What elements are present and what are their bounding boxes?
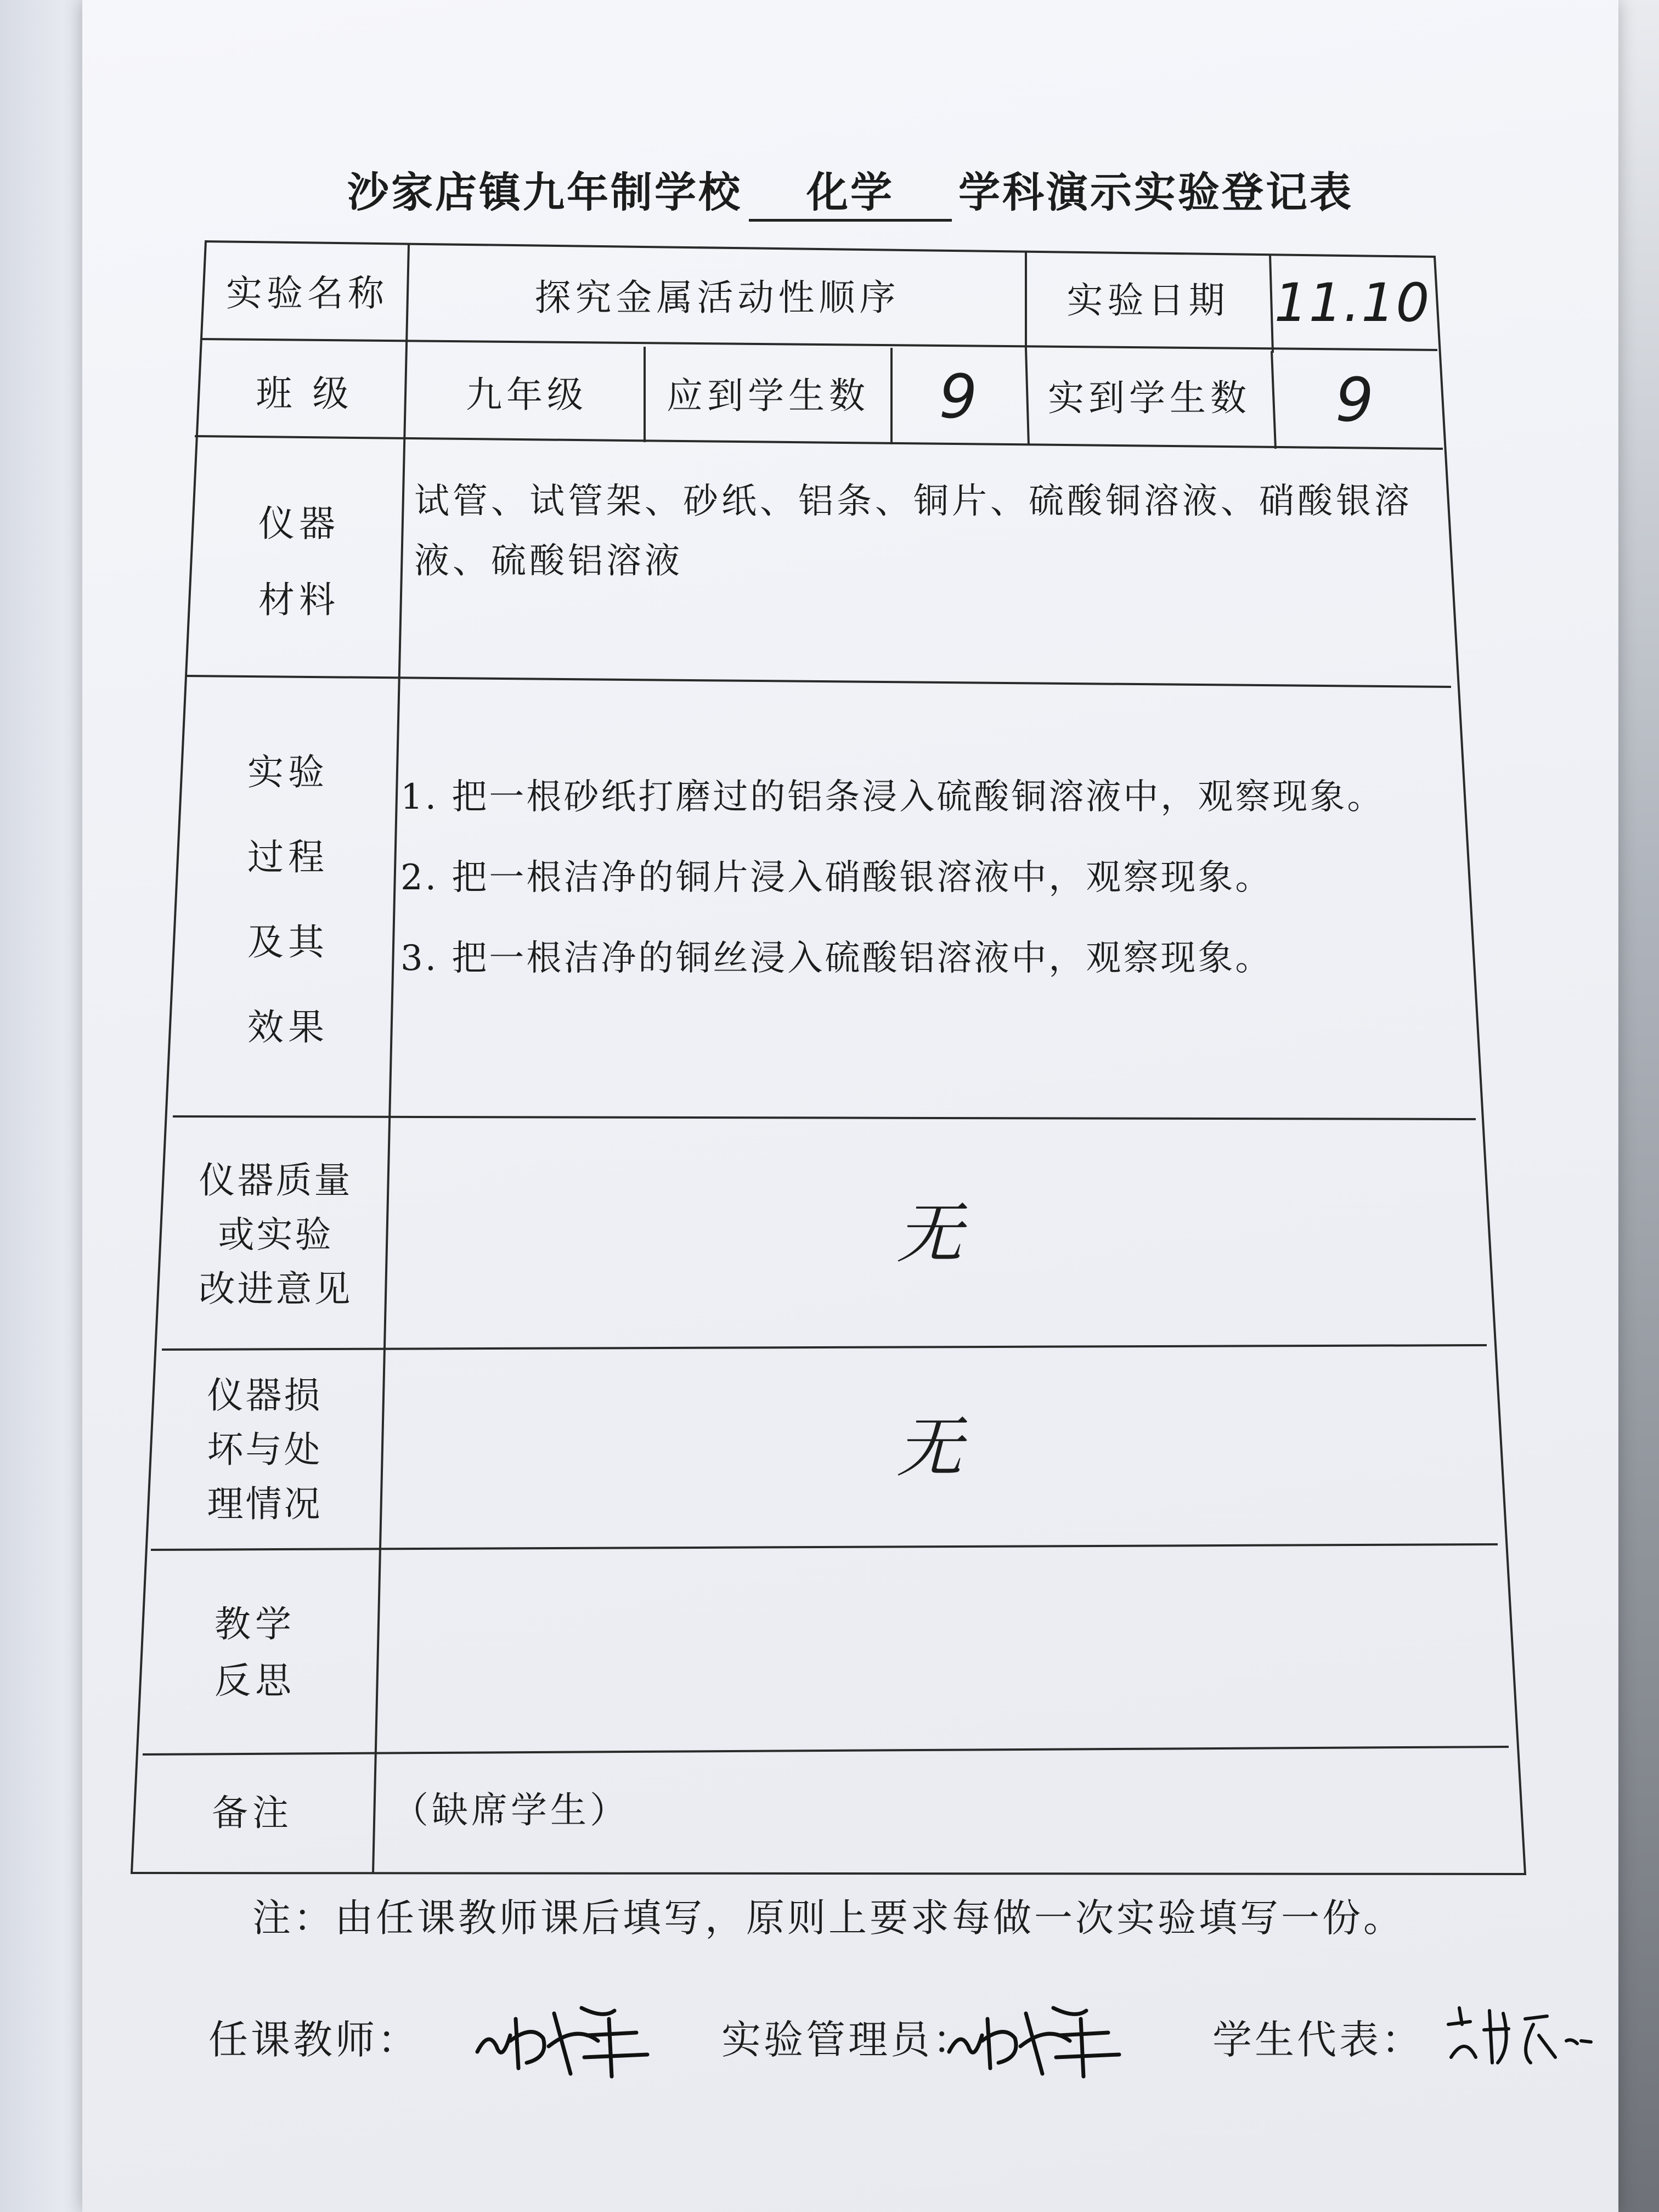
damage-label-line1: 仪器损 xyxy=(207,1374,323,1417)
quality-label xyxy=(170,1122,381,1347)
footer-note: 注：由任课教师课后填写，原则上要求每做一次实验填写一份。 xyxy=(252,1895,1404,1940)
damage-label-line3: 理情况 xyxy=(207,1482,323,1525)
student-signature-label: 学生代表： xyxy=(1212,2017,1424,2063)
process-label-line4: 效果 xyxy=(247,1006,329,1049)
student-signature xyxy=(1437,1986,1602,2079)
materials-label-line2: 材料 xyxy=(258,579,340,621)
process-step: 2. 把一根洁净的铜片浸入硝酸银溶液中，观察现象。 xyxy=(400,857,1273,899)
paper-sheet xyxy=(82,0,1618,2212)
actual-students-label: 实到学生数 xyxy=(1048,376,1251,419)
teacher-signature-label: 任课教师： xyxy=(208,2017,420,2063)
quality-label-line1: 仪器质量 xyxy=(199,1159,353,1201)
quality-label-line3: 改进意见 xyxy=(199,1267,353,1310)
process-label-line1: 实验 xyxy=(247,751,329,793)
actual-students-value: 9 xyxy=(1335,365,1375,436)
reflection-label-line2: 反思 xyxy=(215,1659,296,1702)
manager-signature xyxy=(944,1986,1130,2079)
title-subject: 化学 xyxy=(749,159,952,222)
experiment-name-value: 探究金属活动性顺序 xyxy=(534,276,900,319)
experiment-name-label: 实验名称 xyxy=(226,272,388,315)
signature-row xyxy=(208,1986,1607,2096)
remarks-label: 备注 xyxy=(212,1792,293,1835)
manager-signature-label: 实验管理员： xyxy=(721,2017,975,2063)
title-prefix: 沙家店镇九年制学校 xyxy=(347,168,742,217)
process-label-line2: 过程 xyxy=(247,836,329,878)
quality-value: 无 xyxy=(896,1196,963,1272)
quality-label-line2: 或实验 xyxy=(218,1213,334,1256)
teacher-signature xyxy=(472,1986,658,2079)
experiment-date-value: 11.10 xyxy=(1274,272,1431,334)
damage-value: 无 xyxy=(896,1410,963,1486)
background-right-edge xyxy=(1615,0,1659,2212)
damage-label-line2: 坏与处 xyxy=(207,1428,323,1471)
materials-value: 试管、试管架、砂纸、铝条、铜片、硫酸铜溶液、硝酸银溶液、硫酸铝溶液 xyxy=(414,481,1413,582)
process-step: 3. 把一根洁净的铜丝浸入硫酸铝溶液中，观察现象。 xyxy=(400,938,1273,979)
process-step: 1. 把一根砂纸打磨过的铝条浸入硫酸铜溶液中，观察现象。 xyxy=(400,777,1385,817)
damage-label xyxy=(159,1351,370,1548)
expected-students-label: 应到学生数 xyxy=(667,374,870,417)
title-suffix: 学科演示实验登记表 xyxy=(958,168,1353,217)
expected-students-value: 9 xyxy=(939,362,979,432)
reflection-value[interactable] xyxy=(368,1553,1498,1750)
process-label-line3: 及其 xyxy=(247,921,329,963)
class-value: 九年级 xyxy=(466,373,588,416)
experiment-date-label: 实验日期 xyxy=(1066,279,1229,321)
materials-label-line1: 仪器 xyxy=(258,503,340,545)
reflection-label xyxy=(148,1553,362,1753)
class-label: 班 级 xyxy=(256,372,353,415)
reflection-label-line1: 教学 xyxy=(215,1603,296,1646)
remarks-value: （缺席学生） xyxy=(392,1789,629,1832)
materials-label xyxy=(192,444,406,680)
process-steps xyxy=(400,757,1476,998)
rule-row-4 xyxy=(173,1116,1476,1119)
process-label xyxy=(181,683,395,1116)
